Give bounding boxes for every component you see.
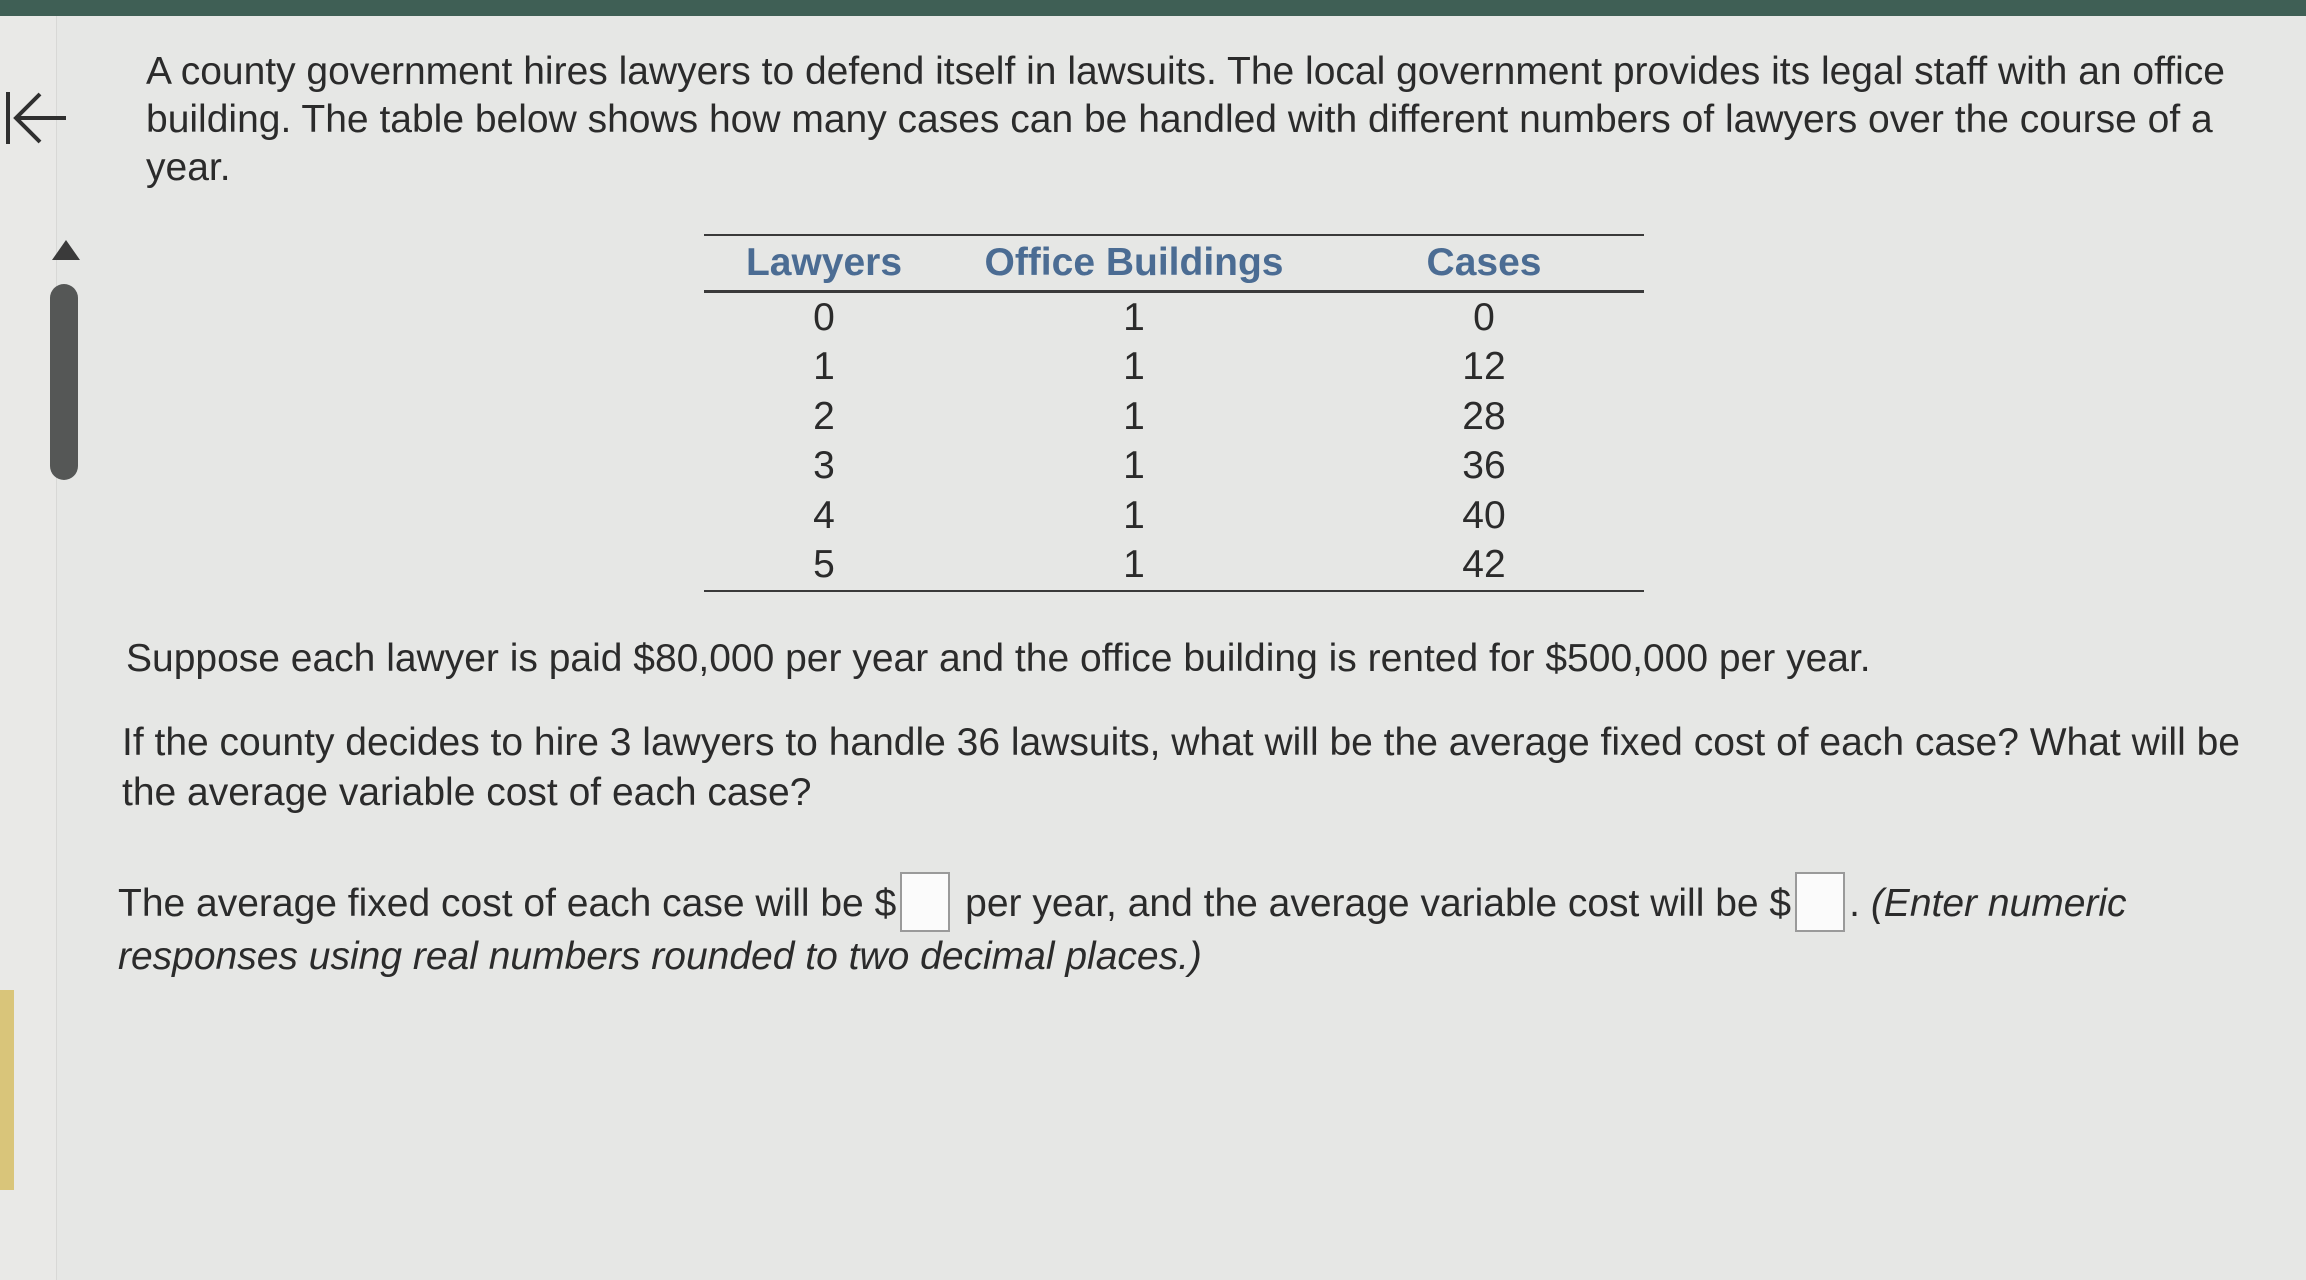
table-row (704, 442, 1644, 492)
cell-lawyers: 4 (813, 493, 835, 537)
cell-cases: 42 (1324, 541, 1644, 592)
question-content (118, 48, 2240, 978)
answer-text-avc: per year, and the average variable cost will be $ (965, 882, 1792, 925)
cell-cases: 0 (1473, 295, 1495, 339)
arrow-to-start-icon (2, 88, 68, 148)
table-row (704, 491, 1644, 541)
header-lawyers: Lawyers (704, 235, 944, 292)
table-row (704, 541, 1644, 592)
header-office-buildings: Office Buildings (944, 235, 1324, 292)
cost-statement: Suppose each lawyer is paid $80,000 per year and the office building is rented for $500,000 per year. (126, 637, 1871, 680)
scrollbar-thumb[interactable] (50, 284, 78, 480)
cell-office-buildings: 1 (944, 541, 1324, 592)
cell-cases: 28 (1462, 394, 1506, 438)
cell-office-buildings: 1 (1123, 493, 1145, 537)
scroll-up-arrow-icon[interactable] (52, 240, 80, 260)
cell-office-buildings: 1 (1123, 394, 1145, 438)
cell-cases: 40 (1462, 493, 1506, 537)
table-row (704, 292, 1644, 343)
question-prompt: If the county decides to hire 3 lawyers to handle 36 lawsuits, what will be the average fixed cost of each case? What will be the average variable cost of each case? (122, 721, 2240, 814)
rounding-note: (Enter numeric responses using real numbers rounded to two decimal places.) (118, 882, 2127, 978)
cell-lawyers: 1 (813, 345, 835, 389)
answer-sentence (118, 872, 2248, 982)
left-accent-strip (0, 990, 14, 1190)
production-table (704, 234, 1644, 592)
answer-period: . (1849, 882, 1860, 925)
cell-cases: 36 (1462, 444, 1506, 488)
cell-lawyers: 3 (813, 444, 835, 488)
back-to-start-button[interactable] (2, 88, 68, 148)
table-row (704, 343, 1644, 393)
cell-lawyers: 5 (704, 541, 944, 592)
table-row (704, 392, 1644, 442)
cell-office-buildings: 1 (1123, 295, 1145, 339)
cell-cases: 12 (1462, 345, 1506, 389)
average-variable-cost-input[interactable] (1795, 872, 1845, 932)
header-cases: Cases (1324, 235, 1644, 292)
cell-lawyers: 0 (813, 295, 835, 339)
top-bar (0, 0, 2306, 16)
answer-text-afc: The average fixed cost of each case will be $ (118, 882, 897, 925)
question-intro: A county government hires lawyers to defend itself in lawsuits. The local government provides its legal staff with an office building. The table below shows how many cases can be handled with different numbers of lawyers over the course of a year. (146, 50, 2225, 189)
cell-office-buildings: 1 (1123, 345, 1145, 389)
cell-lawyers: 2 (813, 394, 835, 438)
average-fixed-cost-input[interactable] (900, 872, 950, 932)
cell-office-buildings: 1 (1123, 444, 1145, 488)
